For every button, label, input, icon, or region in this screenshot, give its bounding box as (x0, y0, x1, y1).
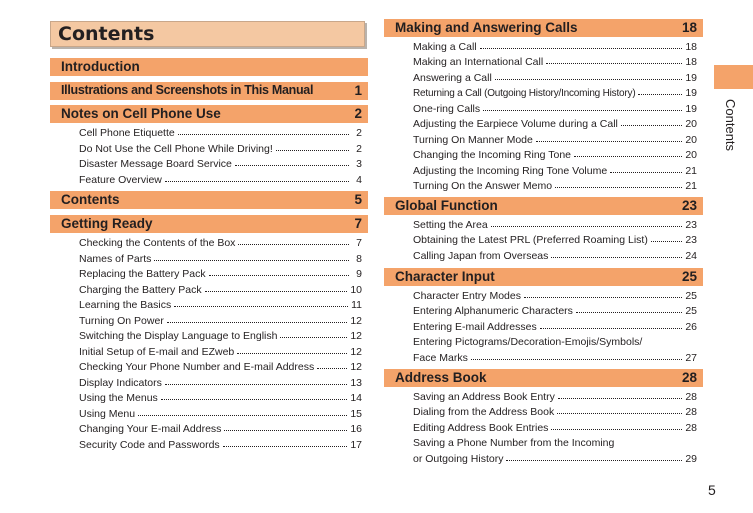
leader-dots (610, 164, 682, 173)
section-character-input[interactable] (384, 268, 703, 286)
entry-page: 12 (350, 315, 362, 327)
entry-page: 28 (685, 406, 697, 418)
leader-dots (638, 86, 682, 95)
entry-page: 20 (685, 134, 697, 146)
entry-page: 14 (350, 392, 362, 404)
entry-title: Making a Call (413, 41, 477, 53)
leader-dots (555, 179, 682, 188)
leader-dots (557, 405, 682, 414)
section-page: 25 (681, 269, 697, 284)
toc-entry[interactable] (413, 321, 697, 336)
leader-dots (237, 345, 347, 354)
leader-dots (138, 407, 347, 416)
toc-entry[interactable] (413, 305, 697, 320)
entry-page: 15 (350, 408, 362, 420)
section-page: 7 (354, 216, 362, 231)
toc-entry[interactable] (413, 219, 697, 234)
entry-page: 19 (685, 87, 697, 99)
entry-title: or Outgoing History (413, 453, 504, 465)
toc-entry[interactable] (79, 158, 362, 173)
entry-page: 29 (685, 453, 697, 465)
entry-page: 12 (350, 330, 362, 342)
entry-page: 8 (356, 253, 362, 265)
entry-title: Dialing from the Address Book (413, 406, 555, 418)
leader-dots (480, 40, 683, 49)
entry-title: Adjusting the Earpiece Volume during a Call (413, 118, 618, 130)
toc-entry[interactable] (79, 346, 362, 361)
section-label: Illustrations and Screenshots in This Manual (61, 83, 314, 97)
leader-dots (651, 233, 683, 242)
entry-title: Using Menu (79, 408, 136, 420)
entry-page: 24 (685, 250, 697, 262)
leader-dots (161, 391, 348, 400)
entry-page: 25 (685, 305, 697, 317)
entry-title: Using the Menus (79, 392, 158, 404)
section-label: Notes on Cell Phone Use (61, 106, 221, 121)
toc-entry[interactable] (79, 377, 362, 392)
entry-title: Names of Parts (79, 253, 152, 265)
section-label: Getting Ready (61, 216, 153, 231)
section-global-function[interactable] (384, 197, 703, 215)
entry-title: Entering Alphanumeric Characters (413, 305, 573, 317)
entry-title: Turning On the Answer Memo (413, 180, 553, 192)
entry-title: Learning the Basics (79, 299, 172, 311)
toc-entry[interactable] (413, 406, 697, 421)
section-getting-ready[interactable] (50, 215, 368, 233)
toc-entry[interactable] (79, 330, 362, 345)
leader-dots (574, 148, 682, 157)
leader-dots (546, 55, 682, 64)
entry-title: Checking Your Phone Number and E-mail Address (79, 361, 315, 373)
toc-entry[interactable] (79, 361, 362, 376)
entry-title: Answering a Call (413, 72, 492, 84)
leader-dots (280, 329, 347, 338)
section-illustrations[interactable] (50, 82, 368, 100)
leader-dots (205, 283, 348, 292)
toc-entry[interactable] (413, 391, 697, 406)
leader-dots (495, 71, 683, 80)
leader-dots (167, 314, 347, 323)
entry-page: 11 (351, 299, 362, 311)
toc-entry[interactable] (413, 134, 697, 149)
entry-title: One-ring Calls (413, 103, 481, 115)
leader-dots (209, 267, 349, 276)
toc-entry[interactable] (413, 290, 697, 305)
toc-entry[interactable] (413, 437, 697, 452)
entry-page: 7 (356, 237, 362, 249)
entry-title: Returning a Call (Outgoing History/Incoming History) (413, 88, 636, 99)
leader-dots (551, 421, 682, 430)
entry-title: Character Entry Modes (413, 290, 521, 302)
leader-dots (317, 360, 347, 369)
section-calls[interactable] (384, 19, 703, 37)
section-page: 28 (681, 370, 697, 385)
section-label: Making and Answering Calls (395, 20, 578, 35)
entry-title: Saving a Phone Number from the Incoming (413, 437, 615, 449)
section-page: 23 (681, 198, 697, 213)
toc-entry[interactable] (413, 72, 697, 87)
leader-dots (276, 142, 349, 151)
entry-title: Changing Your E-mail Address (79, 423, 222, 435)
entry-title: Changing the Incoming Ring Tone (413, 149, 571, 161)
section-page: 1 (354, 83, 362, 98)
leader-dots (165, 376, 347, 385)
section-page: 5 (354, 192, 362, 207)
toc-entry[interactable] (79, 237, 362, 252)
leader-dots (576, 304, 682, 313)
entry-page: 18 (685, 56, 697, 68)
section-label: Address Book (395, 370, 487, 385)
entry-title: Charging the Battery Pack (79, 284, 202, 296)
toc-entry[interactable] (413, 336, 697, 351)
section-contents[interactable] (50, 191, 368, 209)
toc-entry[interactable] (413, 180, 697, 195)
toc-entry[interactable] (79, 127, 362, 142)
entry-page: 26 (685, 321, 697, 333)
entry-title: Obtaining the Latest PRL (Preferred Roaming List) (413, 234, 648, 246)
entry-title: Entering Pictograms/Decoration-Emojis/Symbols/ (413, 336, 643, 348)
entry-page: 28 (685, 422, 697, 434)
page-number: 5 (708, 482, 716, 498)
leader-dots (621, 117, 682, 126)
entry-page: 2 (356, 143, 362, 155)
toc-entry[interactable] (413, 234, 697, 249)
entry-title: Entering E-mail Addresses (413, 321, 537, 333)
leader-dots (524, 289, 682, 298)
toc-entry[interactable] (79, 408, 362, 423)
entry-page: 9 (356, 268, 362, 280)
entry-page: 20 (685, 149, 697, 161)
entry-title: Making an International Call (413, 56, 544, 68)
entry-page: 18 (685, 41, 697, 53)
leader-dots (536, 133, 682, 142)
leader-dots (165, 173, 349, 182)
entry-title: Adjusting the Incoming Ring Tone Volume (413, 165, 608, 177)
leader-dots (174, 298, 348, 307)
leader-dots (154, 252, 349, 261)
toc-entry[interactable] (79, 174, 362, 189)
toc-entry[interactable] (79, 284, 362, 299)
entry-title: Cell Phone Etiquette (79, 127, 175, 139)
toc-entry[interactable] (79, 299, 362, 314)
entry-page: 12 (350, 346, 362, 358)
entry-title: Checking the Contents of the Box (79, 237, 236, 249)
toc-entry[interactable] (413, 118, 697, 133)
entry-page: 28 (685, 391, 697, 403)
leader-dots (540, 320, 683, 329)
entry-title: Do Not Use the Cell Phone While Driving! (79, 143, 273, 155)
toc-entry[interactable] (79, 253, 362, 268)
entry-title: Calling Japan from Overseas (413, 250, 549, 262)
toc-entry[interactable] (79, 392, 362, 407)
entry-title: Replacing the Battery Pack (79, 268, 206, 280)
entry-title: Switching the Display Language to English (79, 330, 278, 342)
entry-page: 27 (685, 352, 697, 364)
section-label: Character Input (395, 269, 495, 284)
section-address-book[interactable] (384, 369, 703, 387)
entry-page: 4 (356, 174, 362, 186)
toc-entry[interactable] (79, 315, 362, 330)
entry-title: Initial Setup of E-mail and EZweb (79, 346, 235, 358)
toc-entry[interactable] (413, 165, 697, 180)
entry-page: 25 (685, 290, 697, 302)
leader-dots (551, 249, 682, 258)
leader-dots (235, 157, 349, 166)
leader-dots (483, 102, 682, 111)
leader-dots (178, 126, 349, 135)
entry-title: Face Marks (413, 352, 468, 364)
entry-page: 23 (685, 234, 697, 246)
entry-title: Feature Overview (79, 174, 162, 186)
entry-page: 3 (356, 158, 362, 170)
page-title: Contents (58, 23, 155, 45)
side-tab-label: Contents (723, 99, 738, 152)
leader-dots (558, 390, 682, 399)
entry-page: 16 (350, 423, 362, 435)
leader-dots (223, 438, 348, 447)
toc-entry[interactable] (413, 422, 697, 437)
toc-entry[interactable] (79, 423, 362, 438)
toc-entry[interactable] (413, 41, 697, 56)
entry-title: Saving an Address Book Entry (413, 391, 555, 403)
leader-dots (506, 452, 682, 461)
toc-entry[interactable] (413, 149, 697, 164)
entry-title: Disaster Message Board Service (79, 158, 232, 170)
entry-page: 23 (685, 219, 697, 231)
section-notes[interactable] (50, 105, 368, 123)
entry-page: 19 (685, 103, 697, 115)
leader-dots (471, 351, 682, 360)
entry-page: 2 (356, 127, 362, 139)
toc-entry[interactable] (79, 439, 362, 454)
section-page: 18 (681, 20, 697, 35)
entry-title: Security Code and Passwords (79, 439, 220, 451)
section-label: Contents (61, 192, 120, 207)
section-page: 2 (354, 106, 362, 121)
entry-page: 17 (350, 439, 362, 451)
entry-page: 12 (350, 361, 362, 373)
toc-entry[interactable] (413, 56, 697, 71)
leader-dots (224, 422, 347, 431)
leader-dots (238, 236, 349, 245)
toc-entry[interactable] (413, 250, 697, 265)
entry-page: 21 (685, 165, 697, 177)
entry-page: 21 (685, 180, 697, 192)
leader-dots (491, 218, 683, 227)
entry-page: 19 (685, 72, 697, 84)
section-introduction[interactable] (50, 58, 368, 76)
entry-title: Editing Address Book Entries (413, 422, 549, 434)
toc-entry[interactable] (413, 87, 697, 102)
entry-page: 10 (350, 284, 362, 296)
entry-title: Display Indicators (79, 377, 162, 389)
entry-page: 13 (350, 377, 362, 389)
toc-entry[interactable] (413, 453, 697, 468)
entry-title: Setting the Area (413, 219, 488, 231)
section-label: Introduction (61, 59, 140, 74)
toc-entry[interactable] (413, 103, 697, 118)
toc-entry[interactable] (413, 352, 697, 367)
contents-title-box (50, 21, 365, 47)
entry-title: Turning On Power (79, 315, 164, 327)
toc-entry[interactable] (79, 268, 362, 283)
section-label: Global Function (395, 198, 498, 213)
entry-title: Turning On Manner Mode (413, 134, 533, 146)
side-tab-marker[interactable] (714, 65, 753, 89)
entry-page: 20 (685, 118, 697, 130)
toc-entry[interactable] (79, 143, 362, 158)
